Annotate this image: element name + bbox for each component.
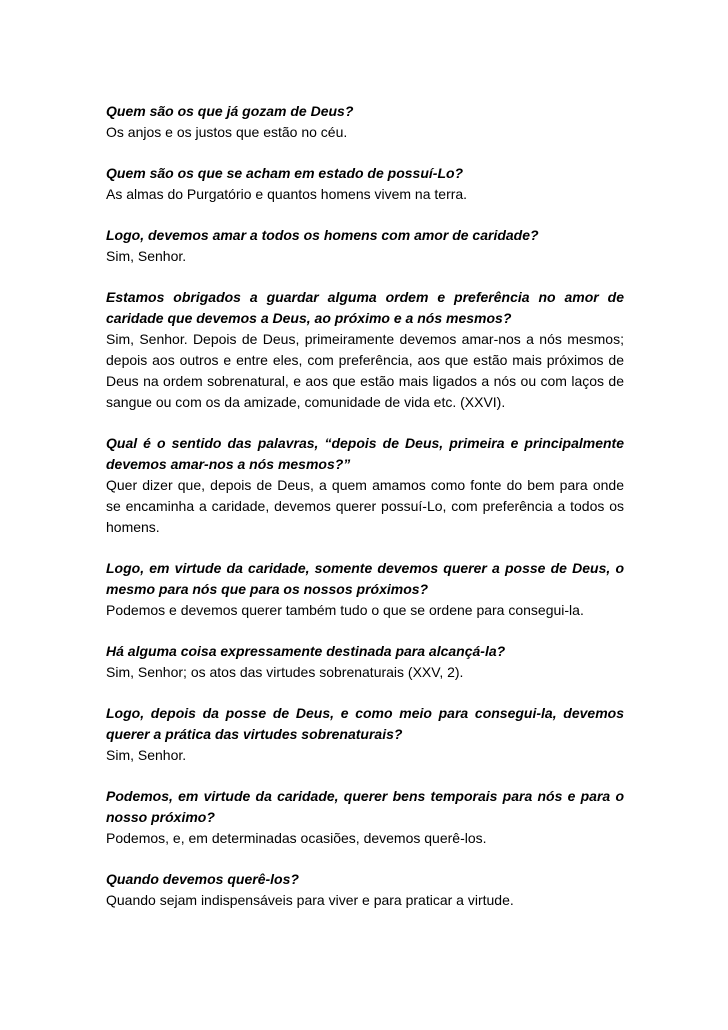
answer-text: Podemos, e, em determinadas ocasiões, devemos querê-los. [106,830,487,846]
question-text: Logo, devemos amar a todos os homens com amor de caridade? [106,227,539,243]
answer-text: Sim, Senhor. [106,248,187,264]
answer-text: Os anjos e os justos que estão no céu. [106,124,348,140]
question-text: Estamos obrigados a guardar alguma ordem e preferência no amor de caridade que devemos a Deus, ao próximo e a nós mesmos? [106,289,624,326]
question-text: Há alguma coisa expressamente destinada para alcançá-la? [106,643,506,659]
question-text: Logo, depois da posse de Deus, e como meio para consegui-la, devemos querer a prática das virtudes sobrenaturais? [106,705,624,742]
answer-text: Sim, Senhor; os atos das virtudes sobrenaturais (XXV, 2). [106,664,464,680]
qa-block [106,641,624,683]
qa-block [106,101,624,143]
question-text: Quem são os que se acham em estado de possuí-Lo? [106,165,464,181]
question-text: Qual é o sentido das palavras, “depois de Deus, primeira e principalmente devemos amar-nos a nós mesmos?” [106,435,624,472]
question-text: Logo, em virtude da caridade, somente devemos querer a posse de Deus, o mesmo para nós que para os nossos próximos? [106,560,624,597]
question-text: Quem são os que já gozam de Deus? [106,103,354,119]
answer-text: Sim, Senhor. [106,747,187,763]
answer-text: As almas do Purgatório e quantos homens vivem na terra. [106,186,468,202]
question-text: Podemos, em virtude da caridade, querer bens temporais para nós e para o nosso próximo? [106,788,624,825]
answer-text: Quer dizer que, depois de Deus, a quem amamos como fonte do bem para onde se encaminha a caridade, devemos querer possuí-Lo, com preferência a todos os homens. [106,477,624,535]
qa-block [106,786,624,849]
answer-text: Sim, Senhor. Depois de Deus, primeiramente devemos amar-nos a nós mesmos; depois aos outros e entre eles, com preferência, aos que estão mais próximos de Deus na ordem sobrenatural, e aos que estão mais ligados a nós ou com laços de sangue ou com os da amizade, comunidade de vida etc. (XXVI). [106,331,624,410]
qa-block [106,287,624,413]
answer-text: Podemos e devemos querer também tudo o que se ordene para consegui-la. [106,602,584,618]
qa-block [106,869,624,911]
qa-block [106,433,624,538]
answer-text: Quando sejam indispensáveis para viver e para praticar a virtude. [106,892,514,908]
question-text: Quando devemos querê-los? [106,871,299,887]
qa-block [106,558,624,621]
qa-block [106,225,624,267]
qa-block [106,703,624,766]
qa-block [106,163,624,205]
